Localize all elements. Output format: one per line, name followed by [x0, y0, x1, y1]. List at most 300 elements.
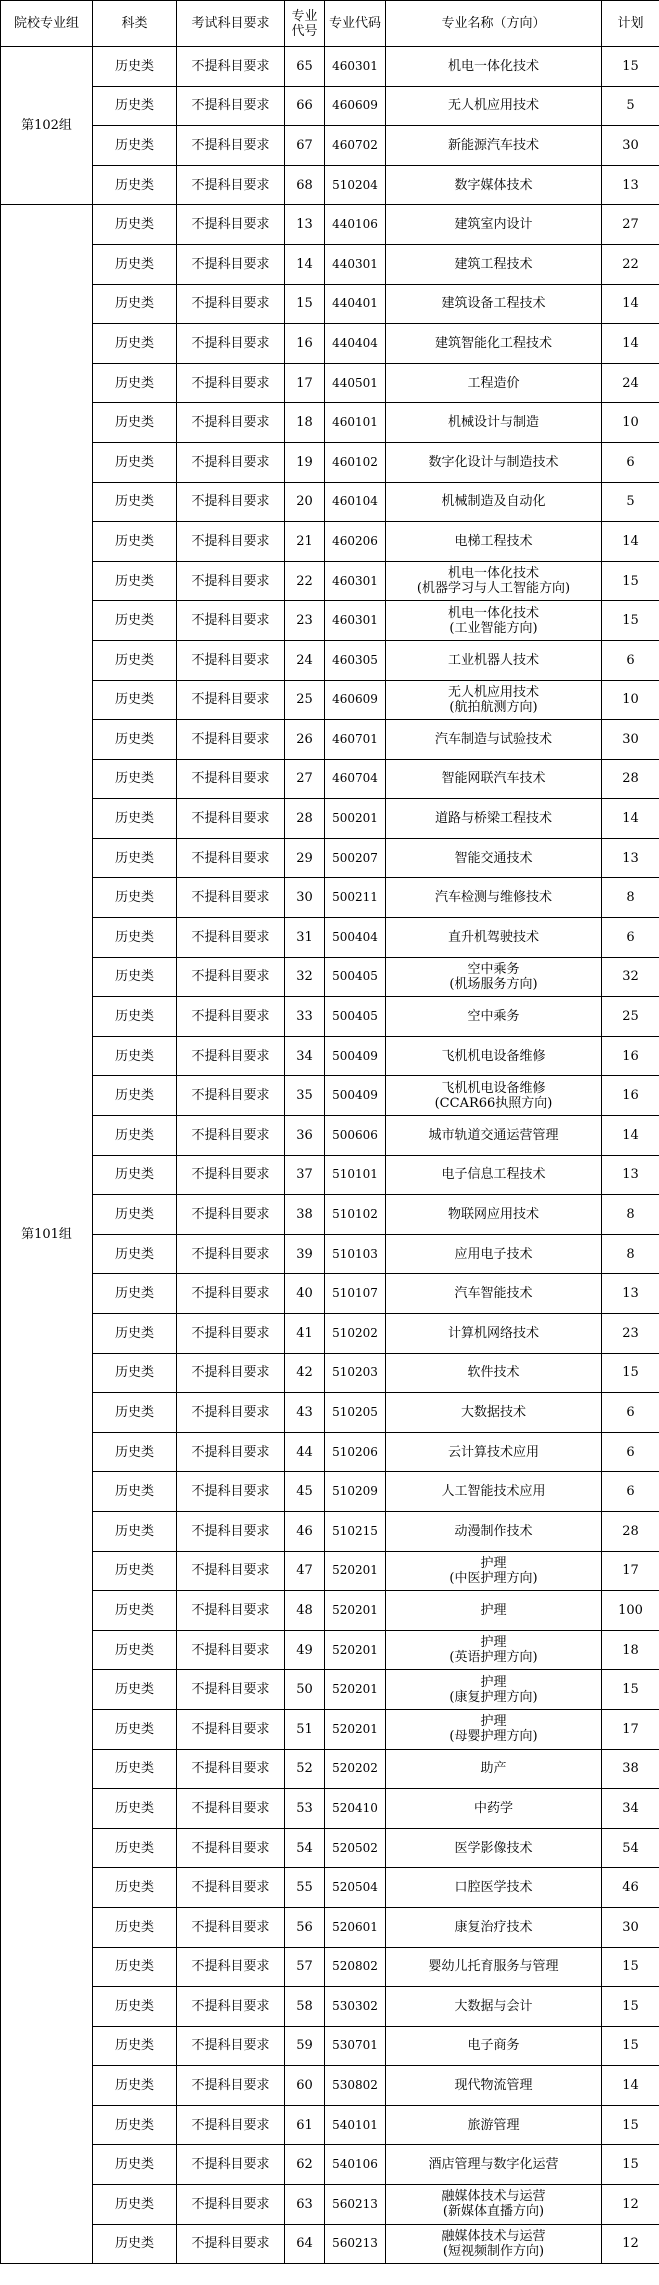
category-cell: 历史类: [93, 205, 177, 245]
plan-cell: 14: [602, 2066, 659, 2106]
plan-cell: 5: [602, 86, 659, 126]
category-cell: 历史类: [93, 1274, 177, 1314]
plan-cell: 12: [602, 2185, 659, 2225]
code-cell: 500404: [325, 918, 386, 958]
category-cell: 历史类: [93, 1868, 177, 1908]
seq-cell: 37: [285, 1155, 325, 1195]
major-cell: 医学影像技术: [386, 1828, 602, 1868]
table-row: [1, 1195, 659, 1235]
seq-cell: 36: [285, 1116, 325, 1156]
category-cell: 历史类: [93, 759, 177, 799]
table-row: [1, 838, 659, 878]
table-row: [1, 126, 659, 166]
plan-cell: 17: [602, 1709, 659, 1749]
plan-cell: 30: [602, 720, 659, 760]
major-name: 机电一体化技术: [447, 605, 539, 621]
seq-cell: 43: [285, 1393, 325, 1433]
code-cell: 460301: [325, 601, 386, 641]
major-cell: 城市轨道交通运营管理: [386, 1116, 602, 1156]
category-cell: 历史类: [93, 244, 177, 284]
code-cell: 460301: [325, 47, 386, 87]
code-cell: 460206: [325, 522, 386, 562]
plan-cell: 18: [602, 1630, 659, 1670]
code-cell: 520201: [325, 1630, 386, 1670]
code-cell: 510107: [325, 1274, 386, 1314]
seq-cell: 57: [285, 1947, 325, 1987]
seq-cell: 17: [285, 363, 325, 403]
seq-cell: 65: [285, 47, 325, 87]
requirement-cell: 不提科目要求: [177, 2105, 285, 2145]
code-cell: 500409: [325, 1076, 386, 1116]
category-cell: 历史类: [93, 1353, 177, 1393]
major-cell: 建筑智能化工程技术: [386, 324, 602, 364]
seq-cell: 25: [285, 680, 325, 720]
major-direction: (CCAR66执照方向): [434, 1095, 553, 1111]
code-cell: 460102: [325, 442, 386, 482]
seq-cell: 28: [285, 799, 325, 839]
group-name-cell: 第102组: [1, 47, 93, 205]
requirement-cell: 不提科目要求: [177, 403, 285, 443]
category-cell: 历史类: [93, 1195, 177, 1235]
requirement-cell: 不提科目要求: [177, 1432, 285, 1472]
plan-cell: 6: [602, 442, 659, 482]
requirement-cell: 不提科目要求: [177, 86, 285, 126]
category-cell: 历史类: [93, 1749, 177, 1789]
major-cell: [386, 601, 602, 641]
seq-cell: 29: [285, 838, 325, 878]
seq-cell: 23: [285, 601, 325, 641]
code-cell: 520802: [325, 1947, 386, 1987]
code-cell: 500409: [325, 1036, 386, 1076]
category-cell: 历史类: [93, 1036, 177, 1076]
code-cell: 500207: [325, 838, 386, 878]
category-cell: 历史类: [93, 442, 177, 482]
plan-cell: 6: [602, 1432, 659, 1472]
seq-cell: 52: [285, 1749, 325, 1789]
category-cell: 历史类: [93, 1670, 177, 1710]
seq-cell: 14: [285, 244, 325, 284]
code-cell: 460101: [325, 403, 386, 443]
code-cell: 510205: [325, 1393, 386, 1433]
plan-cell: 13: [602, 1155, 659, 1195]
plan-cell: 6: [602, 1472, 659, 1512]
plan-cell: 6: [602, 640, 659, 680]
major-direction: (新媒体直播方向): [442, 2204, 545, 2220]
requirement-cell: 不提科目要求: [177, 1076, 285, 1116]
requirement-cell: 不提科目要求: [177, 1828, 285, 1868]
category-cell: 历史类: [93, 2066, 177, 2106]
seq-cell: 27: [285, 759, 325, 799]
seq-cell: 49: [285, 1630, 325, 1670]
requirement-cell: 不提科目要求: [177, 1511, 285, 1551]
code-cell: 500201: [325, 799, 386, 839]
code-cell: 500405: [325, 957, 386, 997]
category-cell: 历史类: [93, 1828, 177, 1868]
seq-cell: 54: [285, 1828, 325, 1868]
category-cell: 历史类: [93, 799, 177, 839]
plan-cell: 15: [602, 1947, 659, 1987]
code-cell: 520202: [325, 1749, 386, 1789]
table-row: [1, 640, 659, 680]
category-cell: 历史类: [93, 680, 177, 720]
requirement-cell: 不提科目要求: [177, 324, 285, 364]
requirement-cell: 不提科目要求: [177, 838, 285, 878]
table-row: [1, 205, 659, 245]
requirement-cell: 不提科目要求: [177, 2185, 285, 2225]
requirement-cell: 不提科目要求: [177, 1630, 285, 1670]
code-cell: 460704: [325, 759, 386, 799]
code-cell: 510209: [325, 1472, 386, 1512]
table-row: [1, 2066, 659, 2106]
major-name: 护理: [480, 1674, 507, 1690]
major-cell: 康复治疗技术: [386, 1907, 602, 1947]
category-cell: 历史类: [93, 918, 177, 958]
plan-cell: 10: [602, 403, 659, 443]
code-cell: 460609: [325, 86, 386, 126]
requirement-cell: 不提科目要求: [177, 284, 285, 324]
category-cell: 历史类: [93, 957, 177, 997]
requirement-cell: 不提科目要求: [177, 1947, 285, 1987]
code-cell: 460104: [325, 482, 386, 522]
requirement-cell: 不提科目要求: [177, 1314, 285, 1354]
seq-cell: 35: [285, 1076, 325, 1116]
category-cell: 历史类: [93, 284, 177, 324]
table-row: [1, 2224, 659, 2264]
major-cell: [386, 1670, 602, 1710]
plan-cell: 8: [602, 1195, 659, 1235]
table-row: [1, 1353, 659, 1393]
requirement-cell: 不提科目要求: [177, 1472, 285, 1512]
seq-cell: 64: [285, 2224, 325, 2264]
table-row: [1, 1709, 659, 1749]
code-cell: 500405: [325, 997, 386, 1037]
major-cell: 机电一体化技术: [386, 47, 602, 87]
major-cell: 软件技术: [386, 1353, 602, 1393]
category-cell: 历史类: [93, 878, 177, 918]
code-cell: 510101: [325, 1155, 386, 1195]
code-cell: 520410: [325, 1789, 386, 1829]
requirement-cell: 不提科目要求: [177, 244, 285, 284]
requirement-cell: 不提科目要求: [177, 918, 285, 958]
table-row: [1, 799, 659, 839]
requirement-cell: 不提科目要求: [177, 759, 285, 799]
code-cell: 440404: [325, 324, 386, 364]
major-direction: (机器学习与人工智能方向): [416, 581, 571, 597]
category-cell: 历史类: [93, 838, 177, 878]
plan-cell: 100: [602, 1591, 659, 1631]
table-body: [1, 47, 659, 2264]
category-cell: 历史类: [93, 522, 177, 562]
table-row: [1, 1076, 659, 1116]
seq-cell: 21: [285, 522, 325, 562]
major-name: 融媒体技术与运营: [441, 2228, 546, 2244]
major-cell: 物联网应用技术: [386, 1195, 602, 1235]
table-row: [1, 1947, 659, 1987]
plan-cell: 13: [602, 165, 659, 205]
table-row: [1, 1314, 659, 1354]
code-cell: 510204: [325, 165, 386, 205]
seq-cell: 32: [285, 957, 325, 997]
table-row: [1, 1234, 659, 1274]
category-cell: 历史类: [93, 1630, 177, 1670]
requirement-cell: 不提科目要求: [177, 442, 285, 482]
major-cell: 汽车智能技术: [386, 1274, 602, 1314]
major-cell: [386, 2185, 602, 2225]
header-requirement: 考试科目要求: [177, 1, 285, 47]
table-row: [1, 561, 659, 601]
plan-cell: 28: [602, 759, 659, 799]
code-cell: 510206: [325, 1432, 386, 1472]
major-cell: 现代物流管理: [386, 2066, 602, 2106]
table-row: [1, 680, 659, 720]
header-major: 专业名称（方向）: [386, 1, 602, 47]
requirement-cell: 不提科目要求: [177, 878, 285, 918]
major-cell: 口腔医学技术: [386, 1868, 602, 1908]
seq-cell: 24: [285, 640, 325, 680]
seq-cell: 41: [285, 1314, 325, 1354]
code-cell: 560213: [325, 2185, 386, 2225]
seq-cell: 44: [285, 1432, 325, 1472]
table-row: [1, 1155, 659, 1195]
seq-cell: 58: [285, 1987, 325, 2027]
header-row: [1, 1, 659, 47]
seq-cell: 50: [285, 1670, 325, 1710]
major-direction: (中医护理方向): [449, 1570, 538, 1586]
category-cell: 历史类: [93, 165, 177, 205]
plan-cell: 17: [602, 1551, 659, 1591]
table-row: [1, 918, 659, 958]
table-row: [1, 442, 659, 482]
requirement-cell: 不提科目要求: [177, 601, 285, 641]
plan-cell: 15: [602, 2105, 659, 2145]
major-cell: 酒店管理与数字化运营: [386, 2145, 602, 2185]
major-cell: 数字媒体技术: [386, 165, 602, 205]
requirement-cell: 不提科目要求: [177, 1987, 285, 2027]
major-name: 护理: [480, 1714, 507, 1730]
major-name: 护理: [480, 1635, 507, 1651]
plan-cell: 30: [602, 126, 659, 166]
code-cell: 460609: [325, 680, 386, 720]
major-cell: 计算机网络技术: [386, 1314, 602, 1354]
major-name: 无人机应用技术: [447, 684, 539, 700]
plan-cell: 12: [602, 2224, 659, 2264]
code-cell: 520502: [325, 1828, 386, 1868]
major-cell: 智能交通技术: [386, 838, 602, 878]
table-row: [1, 244, 659, 284]
requirement-cell: 不提科目要求: [177, 680, 285, 720]
major-cell: 建筑室内设计: [386, 205, 602, 245]
table-row: [1, 1472, 659, 1512]
requirement-cell: 不提科目要求: [177, 957, 285, 997]
table-row: [1, 1393, 659, 1433]
table-row: [1, 1551, 659, 1591]
category-cell: 历史类: [93, 720, 177, 760]
table-row: [1, 1789, 659, 1829]
plan-cell: 14: [602, 284, 659, 324]
table-row: [1, 1828, 659, 1868]
table-row: [1, 1670, 659, 1710]
category-cell: 历史类: [93, 2185, 177, 2225]
code-cell: 510202: [325, 1314, 386, 1354]
seq-cell: 48: [285, 1591, 325, 1631]
requirement-cell: 不提科目要求: [177, 2026, 285, 2066]
plan-cell: 13: [602, 1274, 659, 1314]
category-cell: 历史类: [93, 363, 177, 403]
seq-cell: 30: [285, 878, 325, 918]
code-cell: 530802: [325, 2066, 386, 2106]
seq-cell: 40: [285, 1274, 325, 1314]
requirement-cell: 不提科目要求: [177, 165, 285, 205]
major-direction: (航拍航测方向): [449, 699, 538, 715]
table-row: [1, 2026, 659, 2066]
major-cell: 智能网联汽车技术: [386, 759, 602, 799]
category-cell: 历史类: [93, 86, 177, 126]
category-cell: 历史类: [93, 1591, 177, 1631]
requirement-cell: 不提科目要求: [177, 47, 285, 87]
plan-cell: 8: [602, 1234, 659, 1274]
plan-cell: 8: [602, 878, 659, 918]
category-cell: 历史类: [93, 1076, 177, 1116]
plan-cell: 6: [602, 918, 659, 958]
table-row: [1, 403, 659, 443]
seq-cell: 66: [285, 86, 325, 126]
table-row: [1, 759, 659, 799]
requirement-cell: 不提科目要求: [177, 2224, 285, 2264]
table-row: [1, 1116, 659, 1156]
requirement-cell: 不提科目要求: [177, 1036, 285, 1076]
plan-cell: 15: [602, 1987, 659, 2027]
plan-cell: 14: [602, 1116, 659, 1156]
code-cell: 520601: [325, 1907, 386, 1947]
code-cell: 460305: [325, 640, 386, 680]
plan-cell: 10: [602, 680, 659, 720]
plan-cell: 15: [602, 1353, 659, 1393]
category-cell: 历史类: [93, 561, 177, 601]
major-direction: (工业智能方向): [449, 620, 538, 636]
plan-cell: 5: [602, 482, 659, 522]
code-cell: 460701: [325, 720, 386, 760]
major-cell: 新能源汽车技术: [386, 126, 602, 166]
group-name-cell: 第101组: [1, 205, 93, 2264]
plan-cell: 15: [602, 601, 659, 641]
code-cell: 510215: [325, 1511, 386, 1551]
plan-cell: 15: [602, 47, 659, 87]
table-row: [1, 522, 659, 562]
major-name: 机电一体化技术: [447, 566, 539, 582]
requirement-cell: 不提科目要求: [177, 1591, 285, 1631]
seq-cell: 20: [285, 482, 325, 522]
major-direction: (英语护理方向): [449, 1650, 538, 1666]
requirement-cell: 不提科目要求: [177, 561, 285, 601]
requirement-cell: 不提科目要求: [177, 2145, 285, 2185]
table-row: [1, 1432, 659, 1472]
table-row: [1, 1630, 659, 1670]
major-name: 飞机机电设备维修: [441, 1080, 546, 1096]
plan-cell: 38: [602, 1749, 659, 1789]
major-cell: [386, 1551, 602, 1591]
seq-cell: 42: [285, 1353, 325, 1393]
major-cell: 机械设计与制造: [386, 403, 602, 443]
major-name: 护理: [480, 1555, 507, 1571]
major-cell: 空中乘务: [386, 997, 602, 1037]
major-direction: (母婴护理方向): [449, 1729, 538, 1745]
requirement-cell: 不提科目要求: [177, 1789, 285, 1829]
seq-cell: 26: [285, 720, 325, 760]
major-cell: 护理: [386, 1591, 602, 1631]
code-cell: 500211: [325, 878, 386, 918]
category-cell: 历史类: [93, 1987, 177, 2027]
table-row: [1, 2145, 659, 2185]
requirement-cell: 不提科目要求: [177, 1116, 285, 1156]
header-plan: 计划: [602, 1, 659, 47]
category-cell: 历史类: [93, 1551, 177, 1591]
plan-cell: 15: [602, 561, 659, 601]
major-cell: [386, 561, 602, 601]
table-row: [1, 1868, 659, 1908]
table-row: [1, 1036, 659, 1076]
category-cell: 历史类: [93, 1234, 177, 1274]
category-cell: 历史类: [93, 482, 177, 522]
seq-cell: 51: [285, 1709, 325, 1749]
requirement-cell: 不提科目要求: [177, 1195, 285, 1235]
seq-cell: 68: [285, 165, 325, 205]
code-cell: 540106: [325, 2145, 386, 2185]
header-group: 院校专业组: [1, 1, 93, 47]
category-cell: 历史类: [93, 1789, 177, 1829]
code-cell: 460301: [325, 561, 386, 601]
seq-cell: 63: [285, 2185, 325, 2225]
code-cell: 510203: [325, 1353, 386, 1393]
category-cell: 历史类: [93, 997, 177, 1037]
header-code: 专业代码: [325, 1, 386, 47]
code-cell: 540101: [325, 2105, 386, 2145]
plan-cell: 46: [602, 1868, 659, 1908]
major-cell: [386, 957, 602, 997]
category-cell: 历史类: [93, 1907, 177, 1947]
category-cell: 历史类: [93, 1393, 177, 1433]
requirement-cell: 不提科目要求: [177, 363, 285, 403]
seq-cell: 61: [285, 2105, 325, 2145]
code-cell: 510102: [325, 1195, 386, 1235]
major-cell: [386, 2224, 602, 2264]
major-cell: 电子商务: [386, 2026, 602, 2066]
requirement-cell: 不提科目要求: [177, 720, 285, 760]
plan-cell: 15: [602, 1670, 659, 1710]
category-cell: 历史类: [93, 2224, 177, 2264]
plan-cell: 14: [602, 324, 659, 364]
major-cell: 飞机机电设备维修: [386, 1036, 602, 1076]
major-direction: (康复护理方向): [449, 1689, 538, 1705]
plan-cell: 30: [602, 1907, 659, 1947]
requirement-cell: 不提科目要求: [177, 640, 285, 680]
requirement-cell: 不提科目要求: [177, 1274, 285, 1314]
seq-cell: 33: [285, 997, 325, 1037]
requirement-cell: 不提科目要求: [177, 1868, 285, 1908]
category-cell: 历史类: [93, 403, 177, 443]
major-cell: 建筑工程技术: [386, 244, 602, 284]
code-cell: 440401: [325, 284, 386, 324]
major-cell: 应用电子技术: [386, 1234, 602, 1274]
plan-cell: 24: [602, 363, 659, 403]
category-cell: 历史类: [93, 2105, 177, 2145]
code-cell: 520504: [325, 1868, 386, 1908]
major-cell: 助产: [386, 1749, 602, 1789]
major-cell: 建筑设备工程技术: [386, 284, 602, 324]
major-cell: [386, 680, 602, 720]
requirement-cell: 不提科目要求: [177, 1155, 285, 1195]
plan-cell: 16: [602, 1036, 659, 1076]
plan-cell: 14: [602, 799, 659, 839]
